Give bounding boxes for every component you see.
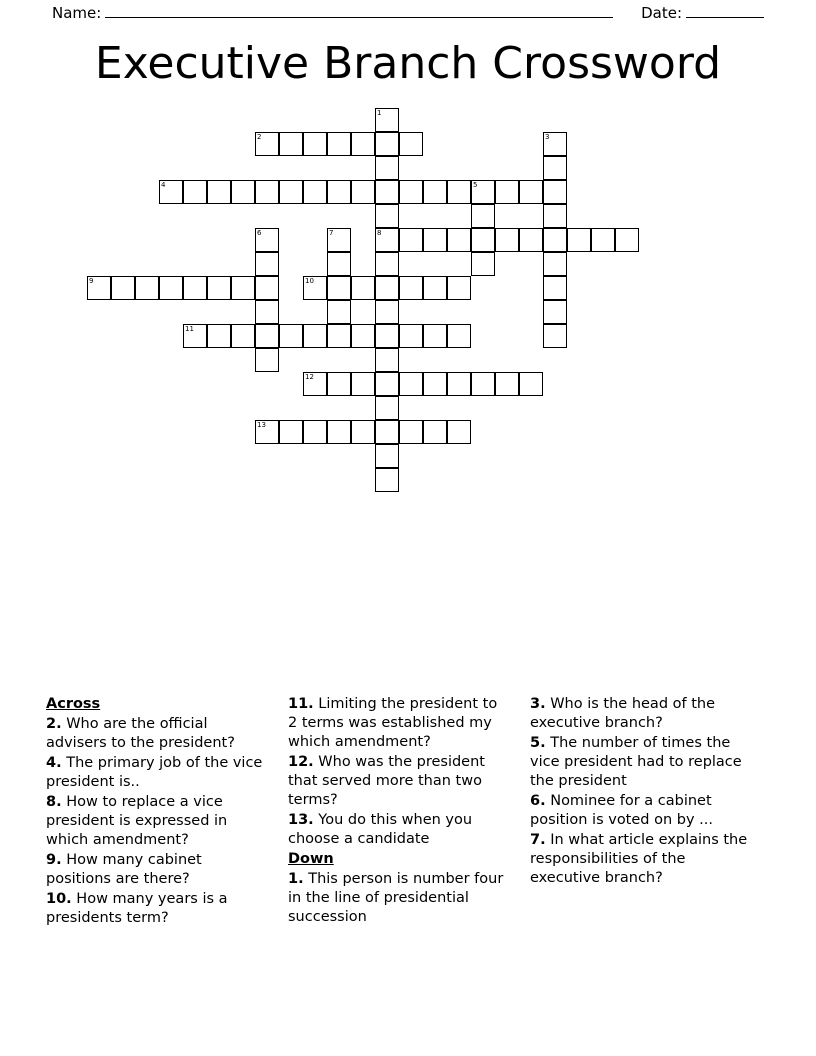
cell-number: 9 — [89, 277, 94, 285]
cell-number: 4 — [161, 181, 166, 189]
crossword-cell[interactable] — [471, 204, 495, 228]
clue-text: Who is the head of the executive branch? — [530, 696, 716, 731]
crossword-cell[interactable] — [327, 372, 351, 396]
clue-number: 9. — [46, 852, 62, 868]
crossword-cell[interactable] — [375, 180, 399, 204]
crossword-cell[interactable] — [303, 276, 327, 300]
clue-text: You do this when you choose a candidate — [288, 812, 473, 847]
crossword-cell[interactable] — [375, 204, 399, 228]
crossword-cell[interactable] — [375, 132, 399, 156]
clue-number: 4. — [46, 755, 62, 771]
crossword-cell[interactable] — [327, 228, 351, 252]
cell-number: 11 — [185, 325, 194, 333]
crossword-cell[interactable] — [279, 180, 303, 204]
crossword-cell[interactable] — [495, 372, 519, 396]
cell-number: 5 — [473, 181, 478, 189]
clue-text: The number of times the vice president had to replace the president — [530, 735, 742, 789]
date-label: Date: — [641, 4, 682, 22]
crossword-cell[interactable] — [519, 372, 543, 396]
name-field-group — [52, 4, 613, 22]
crossword-cell[interactable] — [327, 252, 351, 276]
clue-item — [46, 754, 268, 792]
crossword-cell[interactable] — [543, 276, 567, 300]
crossword-cell[interactable] — [399, 132, 423, 156]
crossword-cell[interactable] — [543, 180, 567, 204]
crossword-cell[interactable] — [351, 420, 375, 444]
clue-text: Who are the official advisers to the president? — [46, 716, 235, 751]
crossword-cell[interactable] — [519, 228, 543, 252]
crossword-cell[interactable] — [279, 420, 303, 444]
crossword-cell[interactable] — [255, 420, 279, 444]
clue-item — [530, 792, 752, 830]
crossword-cell[interactable] — [447, 372, 471, 396]
crossword-cell[interactable] — [351, 276, 375, 300]
crossword-cell[interactable] — [375, 348, 399, 372]
crossword-cell[interactable] — [255, 276, 279, 300]
crossword-cell[interactable] — [351, 324, 375, 348]
crossword-cell[interactable] — [399, 372, 423, 396]
cell-number: 13 — [257, 421, 266, 429]
crossword-cell[interactable] — [399, 228, 423, 252]
crossword-cell[interactable] — [207, 324, 231, 348]
clue-text: The primary job of the vice president is.. — [46, 755, 263, 790]
cell-number: 6 — [257, 229, 262, 237]
clues-column-1 — [46, 695, 268, 955]
crossword-cell[interactable] — [87, 276, 111, 300]
cell-number: 1 — [377, 109, 382, 117]
crossword-cell[interactable] — [591, 228, 615, 252]
crossword-cell[interactable] — [447, 228, 471, 252]
crossword-cell[interactable] — [375, 108, 399, 132]
crossword-cell[interactable] — [303, 420, 327, 444]
clue-item — [530, 831, 752, 888]
clue-number: 7. — [530, 832, 546, 848]
crossword-cell[interactable] — [423, 228, 447, 252]
crossword-cell[interactable] — [471, 180, 495, 204]
crossword-cell[interactable] — [351, 372, 375, 396]
crossword-cell[interactable] — [111, 276, 135, 300]
crossword-cell[interactable] — [543, 324, 567, 348]
crossword-cell[interactable] — [447, 180, 471, 204]
crossword-cell[interactable] — [519, 180, 543, 204]
crossword-cell[interactable] — [231, 276, 255, 300]
clue-text: Nominee for a cabinet position is voted on by ... — [530, 793, 713, 828]
crossword-cell[interactable] — [495, 180, 519, 204]
crossword-cell[interactable] — [423, 180, 447, 204]
crossword-cell[interactable] — [207, 276, 231, 300]
crossword-cell[interactable] — [399, 276, 423, 300]
crossword-cell[interactable] — [543, 204, 567, 228]
clue-number: 1. — [288, 871, 304, 887]
clue-number: 6. — [530, 793, 546, 809]
crossword-cell[interactable] — [447, 276, 471, 300]
crossword-cell[interactable] — [375, 228, 399, 252]
date-field-group — [641, 4, 764, 22]
page-title: Executive Branch Crossword — [94, 38, 722, 89]
clue-number: 11. — [288, 696, 314, 712]
crossword-cell[interactable] — [567, 228, 591, 252]
crossword-cell[interactable] — [399, 420, 423, 444]
crossword-cell[interactable] — [543, 228, 567, 252]
cell-number: 8 — [377, 229, 382, 237]
crossword-cell[interactable] — [375, 156, 399, 180]
crossword-cell[interactable] — [327, 324, 351, 348]
clue-number: 5. — [530, 735, 546, 751]
crossword-cell[interactable] — [303, 324, 327, 348]
crossword-cell[interactable] — [279, 324, 303, 348]
crossword-cell[interactable] — [135, 276, 159, 300]
cell-number: 2 — [257, 133, 262, 141]
cell-number: 3 — [545, 133, 550, 141]
crossword-cell[interactable] — [543, 132, 567, 156]
crossword-cell[interactable] — [159, 276, 183, 300]
crossword-grid-container — [0, 108, 816, 508]
worksheet-header — [0, 0, 816, 26]
cell-number: 7 — [329, 229, 334, 237]
crossword-cell[interactable] — [399, 324, 423, 348]
clue-item — [46, 851, 268, 889]
crossword-cell[interactable] — [303, 132, 327, 156]
crossword-cell[interactable] — [327, 420, 351, 444]
crossword-cell[interactable] — [327, 300, 351, 324]
crossword-cell[interactable] — [375, 468, 399, 492]
crossword-cell[interactable] — [303, 372, 327, 396]
clue-number: 3. — [530, 696, 546, 712]
cell-number: 12 — [305, 373, 314, 381]
cell-number: 10 — [305, 277, 314, 285]
crossword-grid — [63, 108, 753, 500]
crossword-cell[interactable] — [375, 372, 399, 396]
crossword-cell[interactable] — [375, 276, 399, 300]
crossword-cell[interactable] — [375, 420, 399, 444]
crossword-cell[interactable] — [423, 372, 447, 396]
crossword-cell[interactable] — [327, 276, 351, 300]
clue-item — [530, 734, 752, 791]
crossword-cell[interactable] — [255, 324, 279, 348]
clue-item — [46, 890, 268, 928]
crossword-cell[interactable] — [159, 180, 183, 204]
name-label: Name: — [52, 4, 102, 22]
crossword-cell[interactable] — [543, 300, 567, 324]
crossword-cell[interactable] — [183, 324, 207, 348]
crossword-cell[interactable] — [615, 228, 639, 252]
crossword-cell[interactable] — [471, 372, 495, 396]
clue-item — [46, 793, 268, 850]
clue-item — [288, 753, 510, 810]
clue-number: 13. — [288, 812, 314, 828]
clue-text: This person is number four in the line of presidential succession — [288, 871, 504, 925]
crossword-cell[interactable] — [255, 252, 279, 276]
clue-text: In what article explains the responsibilities of the executive branch? — [530, 832, 748, 886]
date-blank-line — [686, 7, 764, 18]
clues-column-2 — [288, 695, 510, 955]
crossword-cell[interactable] — [471, 252, 495, 276]
crossword-cell[interactable] — [543, 252, 567, 276]
crossword-cell[interactable] — [183, 180, 207, 204]
crossword-cell[interactable] — [375, 324, 399, 348]
crossword-cell[interactable] — [327, 132, 351, 156]
clue-text: Who was the president that served more than two terms? — [288, 754, 485, 808]
crossword-cell[interactable] — [231, 180, 255, 204]
crossword-cell[interactable] — [279, 132, 303, 156]
crossword-cell[interactable] — [255, 300, 279, 324]
crossword-cell[interactable] — [447, 324, 471, 348]
crossword-cell[interactable] — [231, 324, 255, 348]
clue-number: 2. — [46, 716, 62, 732]
crossword-cell[interactable] — [255, 132, 279, 156]
crossword-cell[interactable] — [447, 420, 471, 444]
crossword-cell[interactable] — [423, 324, 447, 348]
name-blank-line — [105, 7, 613, 18]
clue-number: 12. — [288, 754, 314, 770]
crossword-cell[interactable] — [255, 348, 279, 372]
clue-number: 10. — [46, 891, 72, 907]
clue-item — [46, 715, 268, 753]
crossword-cell[interactable] — [183, 276, 207, 300]
crossword-cell[interactable] — [375, 396, 399, 420]
crossword-cell[interactable] — [375, 252, 399, 276]
clue-text: Limiting the president to 2 terms was established my which amendment? — [288, 696, 498, 750]
crossword-cell[interactable] — [375, 444, 399, 468]
crossword-cell[interactable] — [471, 228, 495, 252]
crossword-cell[interactable] — [375, 300, 399, 324]
crossword-cell[interactable] — [423, 276, 447, 300]
crossword-cell[interactable] — [495, 228, 519, 252]
clue-number: 8. — [46, 794, 62, 810]
crossword-cell[interactable] — [207, 180, 231, 204]
crossword-cell[interactable] — [351, 132, 375, 156]
crossword-cell[interactable] — [399, 180, 423, 204]
crossword-cell[interactable] — [327, 180, 351, 204]
clue-item — [288, 695, 510, 752]
crossword-cell[interactable] — [303, 180, 327, 204]
crossword-cell[interactable] — [423, 420, 447, 444]
crossword-cell[interactable] — [255, 180, 279, 204]
crossword-cell[interactable] — [255, 228, 279, 252]
clue-item — [288, 870, 510, 927]
clue-text: How to replace a vice president is expressed in which amendment? — [46, 794, 228, 848]
clue-section-heading: Across — [46, 696, 101, 712]
clue-item — [288, 811, 510, 849]
clue-text: How many cabinet positions are there? — [46, 852, 202, 887]
clue-section-heading: Down — [288, 851, 334, 867]
clue-text: How many years is a presidents term? — [46, 891, 228, 926]
crossword-cell[interactable] — [351, 180, 375, 204]
clue-item — [530, 695, 752, 733]
clues-column-3 — [530, 695, 752, 955]
crossword-cell[interactable] — [543, 156, 567, 180]
clues-section — [46, 695, 770, 955]
